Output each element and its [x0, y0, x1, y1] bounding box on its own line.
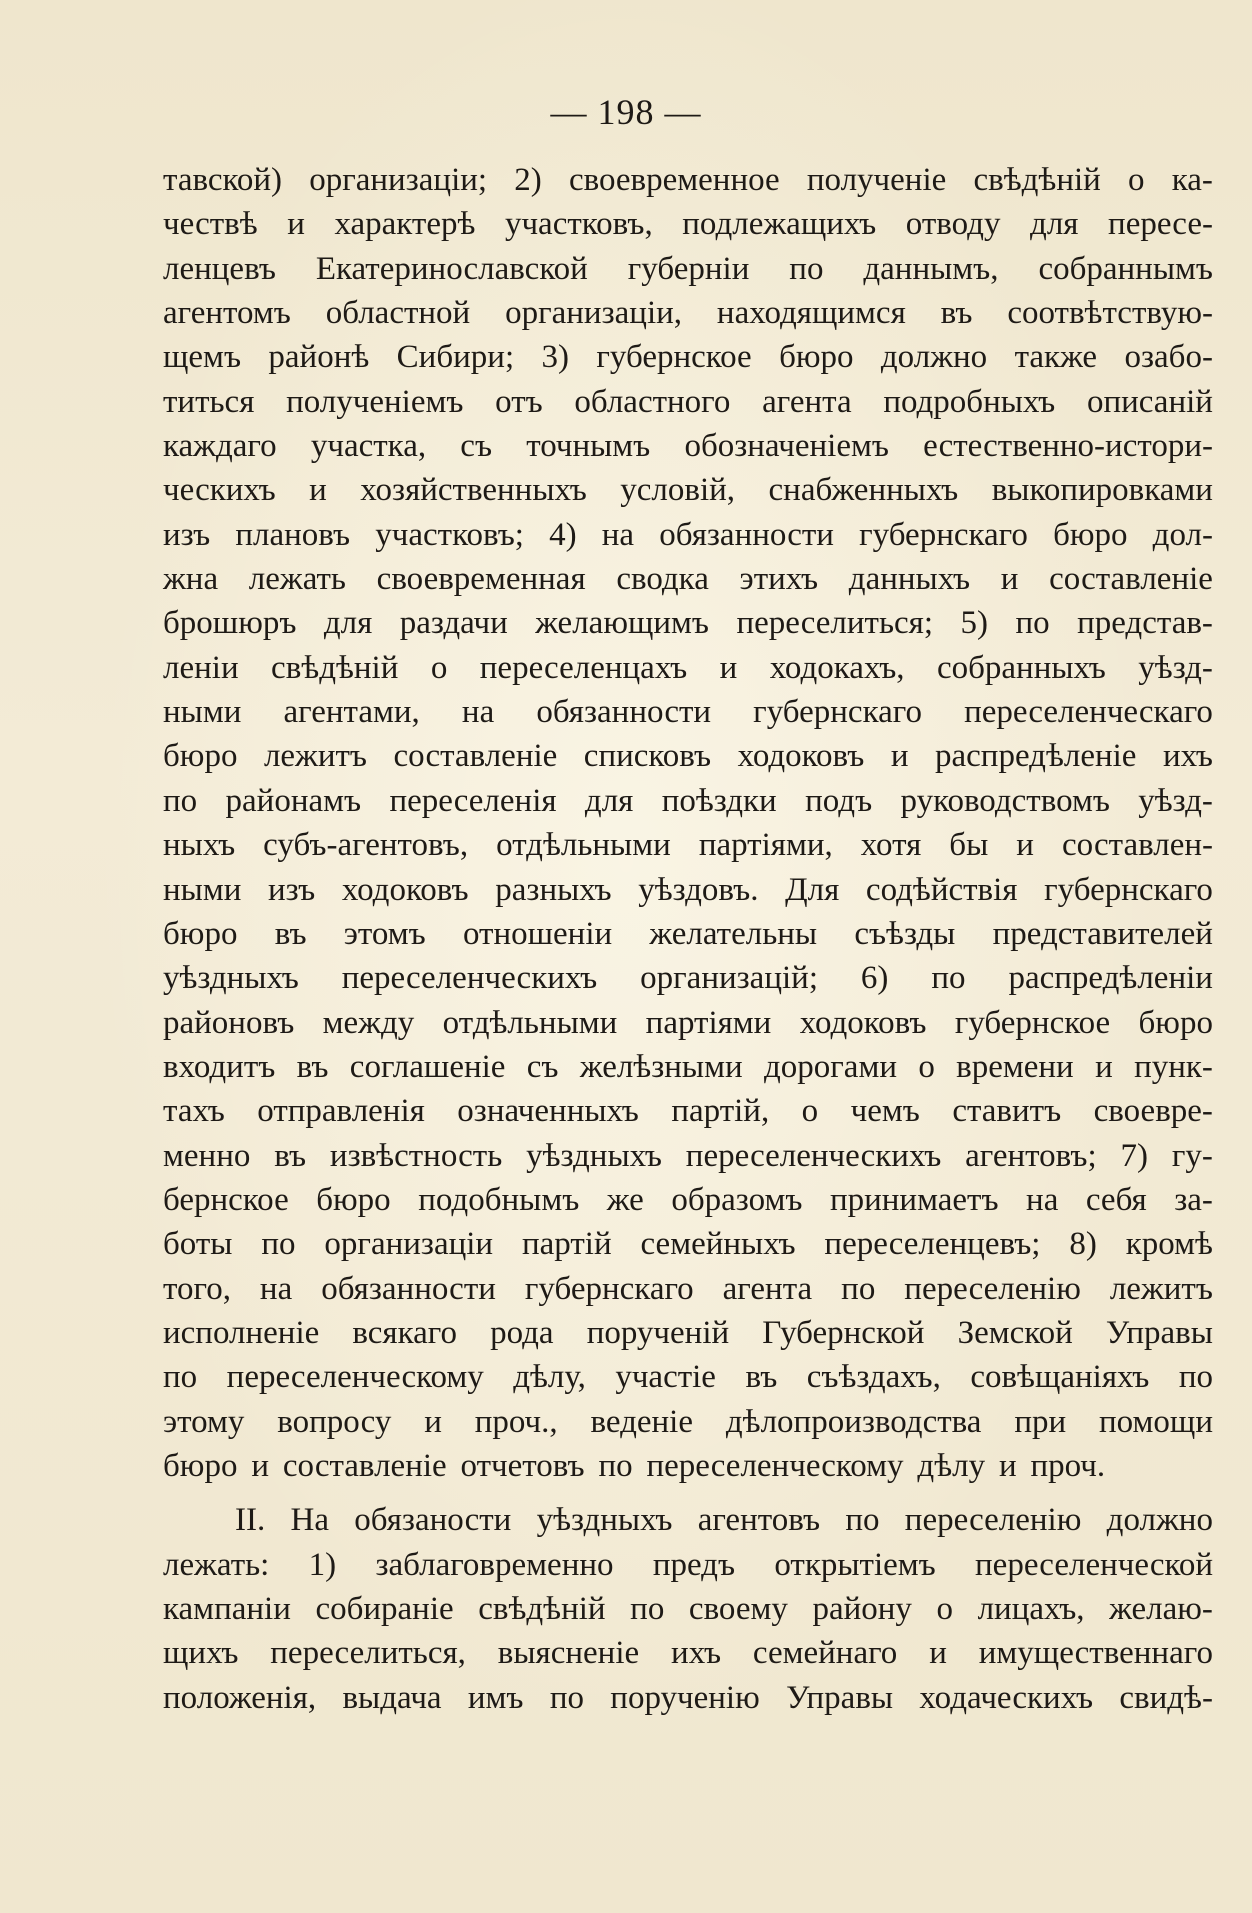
text-line: брошюръ для раздачи желающимъ переселиться; 5) по представ-: [163, 605, 1213, 642]
text-line: ныхъ субъ-агентовъ, отдѣльными партiями, хотя бы и составлен-: [163, 827, 1213, 864]
text-line: районовъ между отдѣльными партiями ходоковъ губернское бюро: [163, 1004, 1213, 1041]
text-line: агентомъ областной организацiи, находящимся въ соотвѣтствую-: [163, 295, 1213, 332]
text-line: лежать: 1) заблаговременно предъ открытiемъ переселенческой: [163, 1546, 1213, 1583]
text-line: тавской) организацiи; 2) своевременное полученiе свѣдѣнiй о ка-: [163, 162, 1213, 198]
text-line: боты по организацiи партiй семейныхъ переселенцевъ; 8) кромѣ: [163, 1226, 1213, 1263]
text-line: менно въ извѣстность уѣздныхъ переселенческихъ агентовъ; 7) гу-: [163, 1137, 1213, 1174]
text-line: ленцевъ Екатеринославской губернiи по даннымъ, собраннымъ: [163, 250, 1213, 287]
text-line: изъ плановъ участковъ; 4) на обязанности губернскаго бюро дол-: [163, 516, 1213, 553]
text-line: бюро лежитъ составленiе списковъ ходоковъ и распредѣленiе ихъ: [163, 738, 1213, 775]
text-line: титься полученiемъ отъ областного агента подробныхъ описанiй: [163, 383, 1213, 420]
text-line: II. На обязаности уѣздныхъ агентовъ по переселенiю должно: [235, 1502, 1213, 1539]
text-line: жна лежать своевременная сводка этихъ данныхъ и составленiе: [163, 561, 1213, 598]
text-line: этому вопросу и проч., веденiе дѣлопроизводства при помощи: [163, 1403, 1213, 1440]
text-line: каждаго участка, съ точнымъ обозначенiемъ естественно-истори-: [163, 428, 1213, 465]
text-line: бюро въ этомъ отношенiи желательны съѣзды представителей: [163, 915, 1213, 952]
text-line: кампанiи собиранiе свѣдѣнiй по своему району о лицахъ, желаю-: [163, 1591, 1213, 1627]
text-line: исполненiе всякаго рода порученiй Губернской Земской Управы: [163, 1314, 1213, 1351]
text-line: бернское бюро подобнымъ же образомъ принимаетъ на себя за-: [163, 1181, 1213, 1218]
text-line: входитъ въ соглашенiе съ желѣзными дорогами о времени и пунк-: [163, 1048, 1213, 1085]
body-text: [163, 158, 1213, 1720]
text-line: ленiи свѣдѣнiй о переселенцахъ и ходокахъ, собранныхъ уѣзд-: [163, 649, 1213, 686]
text-line: положенiя, выдача имъ по порученiю Управы ходаческихъ свидѣ-: [163, 1679, 1213, 1716]
text-line: щихъ переселиться, выясненiе ихъ семейнаго и имущественнаго: [163, 1635, 1213, 1672]
text-line: того, на обязанности губернскаго агента по переселенiю лежитъ: [163, 1270, 1213, 1307]
text-line: тахъ отправленiя означенныхъ партiй, о чемъ ставитъ своевре-: [163, 1093, 1213, 1130]
text-line: бюро и составленiе отчетовъ по переселенческому дѣлу и проч.: [163, 1447, 1106, 1484]
text-line: ческихъ и хозяйственныхъ условiй, снабженныхъ выкопировками: [163, 472, 1213, 509]
text-line: по районамъ переселенiя для поѣздки подъ руководствомъ уѣзд-: [163, 782, 1213, 819]
text-line: ными агентами, на обязанности губернскаго переселенческаго: [163, 694, 1213, 731]
text-line: уѣздныхъ переселенческихъ организацiй; 6) по распредѣленiи: [163, 960, 1213, 997]
page-number: — 198 —: [550, 92, 702, 132]
text-line: ными изъ ходоковъ разныхъ уѣздовъ. Для содѣйствiя губернскаго: [163, 871, 1213, 908]
text-line: чествѣ и характерѣ участковъ, подлежащихъ отводу для пересе-: [163, 206, 1213, 243]
text-line: щемъ районѣ Сибири; 3) губернское бюро должно также озабо-: [163, 339, 1213, 376]
text-line: по переселенческому дѣлу, участiе въ съѣздахъ, совѣщанiяхъ по: [163, 1359, 1213, 1396]
